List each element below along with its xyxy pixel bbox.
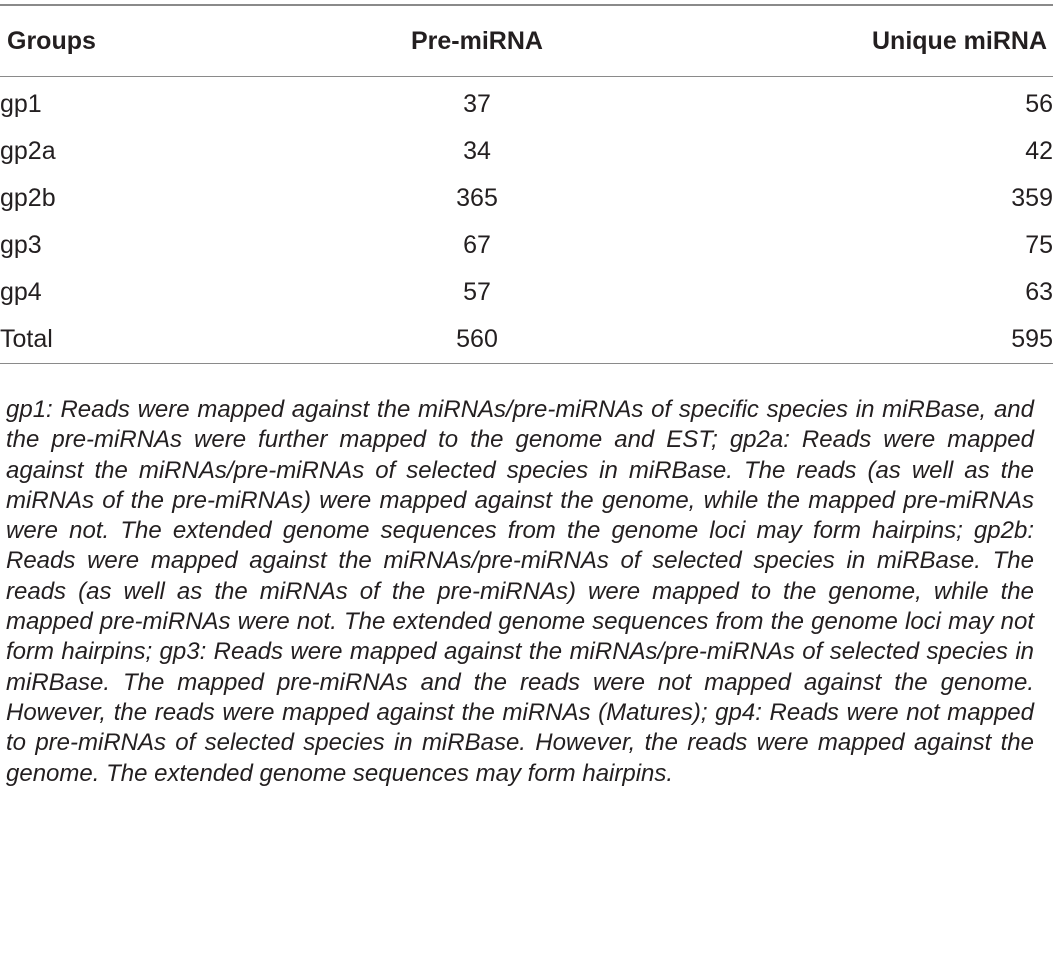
table-row (0, 77, 1053, 129)
cell-pre-mirna: 57 (463, 278, 491, 306)
table-row (0, 222, 1053, 269)
cell-unique-mirna: 63 (1025, 278, 1053, 306)
table-header (0, 5, 1053, 77)
cell-unique-mirna: 42 (1025, 137, 1053, 165)
cell-group: gp2b (0, 184, 56, 212)
header-pre-mirna: Pre-miRNA (411, 26, 543, 55)
header-unique-mirna: Unique miRNA (872, 26, 1047, 55)
cell-unique-mirna: 75 (1025, 231, 1053, 259)
cell-unique-mirna: 595 (1011, 325, 1053, 353)
cell-group: Total (0, 325, 53, 353)
mirna-groups-table (0, 4, 1053, 364)
cell-pre-mirna: 365 (456, 184, 498, 212)
cell-pre-mirna: 37 (463, 90, 491, 118)
table-row (0, 128, 1053, 175)
cell-unique-mirna: 56 (1025, 90, 1053, 118)
cell-group: gp3 (0, 231, 42, 259)
table-row (0, 175, 1053, 222)
cell-pre-mirna: 560 (456, 325, 498, 353)
table-row (0, 269, 1053, 316)
cell-pre-mirna: 67 (463, 231, 491, 259)
cell-group: gp4 (0, 278, 42, 306)
cell-group: gp1 (0, 90, 42, 118)
table-footnote: gp1: Reads were mapped against the miRNAs/pre-miRNAs of specific species in miRBase, and the pre-miRNAs were further mapped to the genome and EST; gp2a: Reads were mapped against the miRNAs/pre-miRNAs of selected species in miRBase. The reads (as well as the miRNAs of the pre-miRNAs) were mapped against the genome, while the mapped pre-miRNAs were not. The extended genome sequences from the genome loci may form hairpins; gp2b: Reads were mapped against the miRNAs/pre-miRNAs of selected species in miRBase. The reads (as well as the miRNAs of the pre-miRNAs) were mapped to the genome, while the mapped pre-miRNAs were not. The extended genome sequences from the genome loci may not form hairpins; gp3: Reads were mapped against the miRNAs/pre-miRNAs of selected species in miRBase. The mapped pre-miRNAs and the reads were not mapped against the genome. However, the reads were mapped against the miRNAs (Matures); gp4: Reads were not mapped to pre-miRNAs of selected species in miRBase. However, the reads were mapped against the genome. The extended genome sequences may form hairpins. (6, 396, 1034, 787)
header-row (0, 5, 1053, 77)
cell-unique-mirna: 359 (1011, 184, 1053, 212)
cell-group: gp2a (0, 137, 56, 165)
table-row-total (0, 316, 1053, 364)
header-groups: Groups (7, 26, 96, 55)
table-body (0, 77, 1053, 364)
cell-pre-mirna: 34 (463, 137, 491, 165)
